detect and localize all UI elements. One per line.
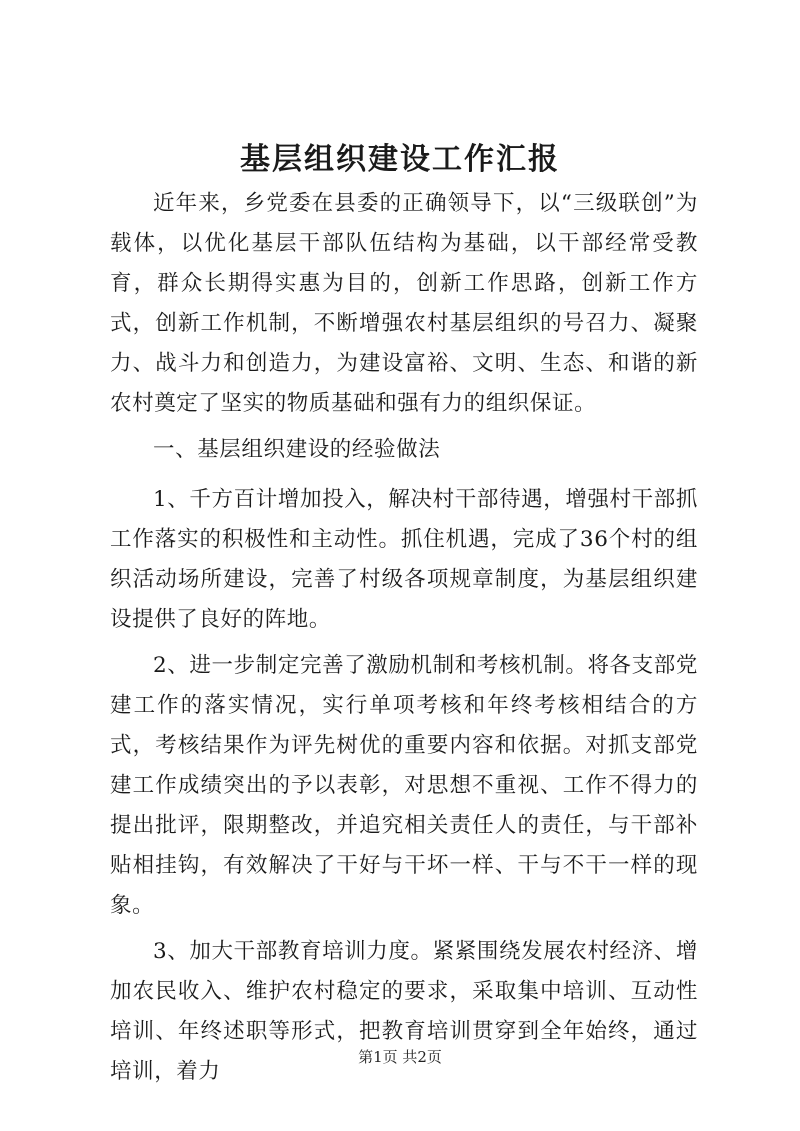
paragraph-item-3: 3、加大干部教育培训力度。紧紧围绕发展农村经济、增加农民收入、维护农村稳定的要求，采取集中培训、互动性培训、年终述职等形式，把教育培训贯穿到全年始终，通过培训，着力 [110, 939, 698, 1084]
paragraph-item-1: 1、千方百计增加投入，解决村干部待遇，增强村干部抓工作落实的积极性和主动性。抓住机遇，完成了36个村的组织活动场所建设，完善了村级各项规章制度，为基层组织建设提供了良好的阵地。 [110, 487, 698, 632]
document-body [110, 184, 698, 1098]
paragraph-item-2: 2、进一步制定完善了激励机制和考核机制。将各支部党建工作的落实情况，实行单项考核和年终考核相结合的方式，考核结果作为评先树优的重要内容和依据。对抓支部党建工作成绩突出的予以表彰，对思想不重视、工作不得力的提出批评，限期整改，并追究相关责任人的责任，与干部补贴相挂钩，有效解决了干好与干坏一样、干与不干一样的现象。 [110, 653, 698, 918]
section-heading: 一、基层组织建设的经验做法 [153, 437, 441, 462]
page-number-footer: 第1页 共2页 [358, 1048, 442, 1066]
intro-paragraph: 近年来，乡党委在县委的正确领导下，以“三级联创”为载体，以优化基层干部队伍结构为基础，以干部经常受教育，群众长期得实惠为目的，创新工作思路，创新工作方式，创新工作机制，不断增强农村基层组织的号召力、凝聚力、战斗力和创造力，为建设富裕、文明、生态、和谐的新农村奠定了坚实的物质基础和强有力的组织保证。 [110, 191, 698, 416]
document-title: 基层组织建设工作汇报 [240, 142, 560, 177]
